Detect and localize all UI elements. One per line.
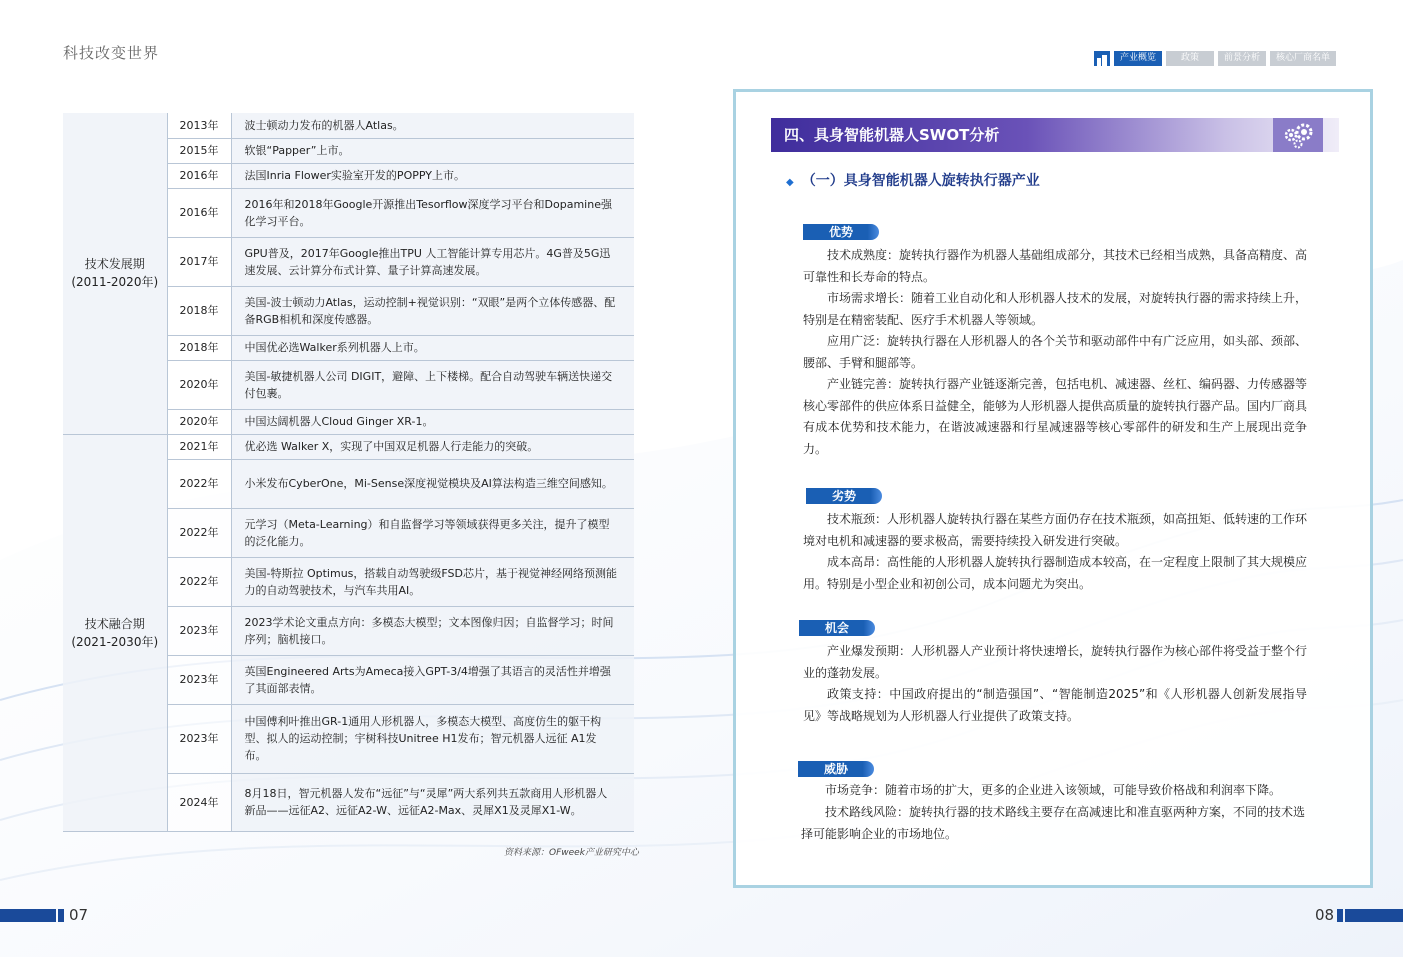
strength-paragraph: 应用广泛：旋转执行器在人形机器人的各个关节和驱动部件中有广泛应用，如头部、颈部、腰部、手臂和腿部等。	[803, 334, 1308, 370]
section-title: 四、具身智能机器人SWOT分析	[784, 126, 1000, 144]
year-cell: 2017年	[167, 237, 231, 286]
table-row	[63, 113, 634, 138]
building-icon	[1094, 51, 1110, 66]
timeline-table	[63, 113, 634, 832]
weakness-paragraph: 成本高昂：高性能的人形机器人旋转执行器制造成本较高，在一定程度上限制了其大规模应用。特别是小型企业和初创公司，成本问题尤为突出。	[803, 555, 1308, 591]
page-number-right: 08	[1315, 906, 1335, 924]
year-cell: 2013年	[167, 113, 231, 138]
tab-outlook[interactable]: 前景分析	[1218, 51, 1266, 66]
subsection-title	[786, 170, 1040, 190]
desc-cell: 小米发布CyberOne，Mi-Sense深度视觉模块及AI算法构造三维空间感知。	[231, 459, 634, 508]
strength-paragraph: 产业链完善：旋转执行器产业链逐渐完善，包括电机、减速器、丝杠、编码器、力传感器等核心零部件的供应体系日益健全，能够为人形机器人提供高质量的旋转执行器产品。国内厂商具有成本优势和技术能力，在谐波减速器和行星减速器等核心零部件的研发和生产上展现出竞争力。	[803, 377, 1308, 456]
top-nav	[1094, 51, 1336, 66]
year-cell: 2015年	[167, 138, 231, 163]
year-cell: 2022年	[167, 459, 231, 508]
year-cell: 2023年	[167, 655, 231, 704]
diamond-icon: ◆	[786, 177, 794, 188]
year-cell: 2023年	[167, 606, 231, 655]
period-range: (2021-2030年)	[71, 634, 159, 649]
desc-cell: 8月18日，智元机器人发布“远征”与“灵犀”两大系列共五款商用人形机器人新品——远征A2、远征A2-W、远征A2-Max、灵犀X1及灵犀X1-W。	[231, 773, 634, 831]
period-range: (2011-2020年)	[71, 275, 159, 290]
opportunity-paragraph: 政策支持：中国政府提出的“制造强国”、“智能制造2025”和《人形机器人创新发展指导 见》等战略规划为人形机器人行业提供了政策支持。	[803, 687, 1320, 723]
footer-bar-left	[0, 909, 56, 922]
threat-paragraph: 技术路线风险：旋转执行器的技术路线主要存在高减速比和准直驱两种方案，不同的技术选择可能影响企业的市场地位。	[801, 805, 1306, 841]
strength-paragraph: 市场需求增长：随着工业自动化和人形机器人技术的发展，对旋转执行器的需求持续上升，特别是在精密装配、医疗手术机器人等领域。	[803, 291, 1308, 327]
year-cell: 2020年	[167, 409, 231, 434]
threat-paragraph: 市场竞争：随着市场的扩大，更多的企业进入该领域，可能导致价格战和利润率下降。	[825, 783, 1282, 797]
year-cell: 2016年	[167, 188, 231, 237]
year-cell: 2018年	[167, 286, 231, 335]
desc-cell: 中国优必选Walker系列机器人上市。	[231, 335, 634, 360]
year-cell: 2024年	[167, 773, 231, 831]
year-cell: 2022年	[167, 557, 231, 606]
footer-bar-right	[1345, 909, 1403, 922]
desc-cell: 优必选 Walker X，实现了中国双足机器人行走能力的突破。	[231, 434, 634, 459]
desc-cell: 中国傅利叶推出GR-1通用人形机器人，多模态大模型、高度仿生的躯干构型、拟人的运动控制；宇树科技Unitree H1发布；智元机器人远征 A1发布。	[231, 704, 634, 773]
period-name: 技术发展期	[84, 257, 145, 272]
year-cell: 2020年	[167, 360, 231, 409]
weakness-paragraph: 技术瓶颈：人形机器人旋转执行器在某些方面仍存在技术瓶颈，如高扭矩、低转速的工作环境对电机和减速器的要求极高，需要持续投入研发进行突破。	[803, 512, 1308, 548]
footer-bar-right-accent	[1337, 909, 1343, 922]
desc-cell: 元学习（Meta-Learning）和自监督学习等领域获得更多关注，提升了模型的泛化能力。	[231, 508, 634, 557]
threats-tag: 威胁	[798, 761, 874, 777]
desc-cell: 2023学术论文重点方向：多模态大模型；文本图像归因；自监督学习；时间序列；脑机接口。	[231, 606, 634, 655]
section-header	[771, 118, 1339, 152]
desc-cell: 波士顿动力发布的机器人Atlas。	[231, 113, 634, 138]
footer-bar-left-accent	[58, 909, 64, 922]
opportunities-tag: 机会	[799, 620, 875, 636]
desc-cell: 软银“Papper”上市。	[231, 138, 634, 163]
strengths-tag: 优势	[803, 224, 879, 240]
gear-icon	[1273, 118, 1323, 152]
weaknesses-tag: 劣势	[806, 488, 882, 504]
source-note: 资料来源：OFweek产业研究中心	[504, 848, 639, 858]
desc-cell: 美国-敏捷机器人公司 DIGIT，避障、上下楼梯。配合自动驾驶车辆送快递交付包裹。	[231, 360, 634, 409]
year-cell: 2021年	[167, 434, 231, 459]
opportunity-paragraph: 产业爆发预期：人形机器人产业预计将快速增长，旋转执行器作为核心部件将受益于整个行业的蓬勃发展。	[803, 644, 1308, 680]
subsection-title-text: （一）具身智能机器人旋转执行器产业	[801, 173, 1040, 189]
year-cell: 2016年	[167, 163, 231, 188]
table-row	[63, 434, 634, 459]
page-number-left: 07	[69, 906, 89, 924]
tab-industry-overview[interactable]: 产业概览	[1114, 51, 1162, 66]
desc-cell: 法国Inria Flower实验室开发的POPPY上市。	[231, 163, 634, 188]
year-cell: 2023年	[167, 704, 231, 773]
desc-cell: 2016年和2018年Google开源推出Tesorflow深度学习平台和Dopamine强化学习平台。	[231, 188, 634, 237]
header-title: 科技改变世界	[63, 44, 160, 62]
strength-paragraph: 技术成熟度：旋转执行器作为机器人基础组成部分，其技术已经相当成熟，具备高精度、高可靠性和长寿命的特点。	[803, 248, 1308, 284]
year-cell: 2018年	[167, 335, 231, 360]
desc-cell: 美国-波士顿动力Atlas，运动控制+视觉识别：“双眼”是两个立体传感器、配备RGB相机和深度传感器。	[231, 286, 634, 335]
desc-cell: 美国-特斯拉 Optimus，搭载自动驾驶级FSD芯片，基于视觉神经网络预测能力的自动驾驶技术，与汽车共用AI。	[231, 557, 634, 606]
desc-cell: 中国达阔机器人Cloud Ginger XR-1。	[231, 409, 634, 434]
tab-policy[interactable]: 政策	[1166, 51, 1214, 66]
tab-core-vendors[interactable]: 核心厂商名单	[1270, 51, 1336, 66]
period-name: 技术融合期	[84, 616, 145, 631]
swot-panel	[733, 89, 1373, 888]
year-cell: 2022年	[167, 508, 231, 557]
period-cell	[63, 434, 167, 831]
desc-cell: 英国Engineered Arts为Ameca接入GPT-3/4增强了其语言的灵活性并增强了其面部表情。	[231, 655, 634, 704]
period-cell	[63, 113, 167, 434]
desc-cell: GPU普及，2017年Google推出TPU 人工智能计算专用芯片。4G普及5G迅速发展、云计算分布式计算、量子计算高速发展。	[231, 237, 634, 286]
